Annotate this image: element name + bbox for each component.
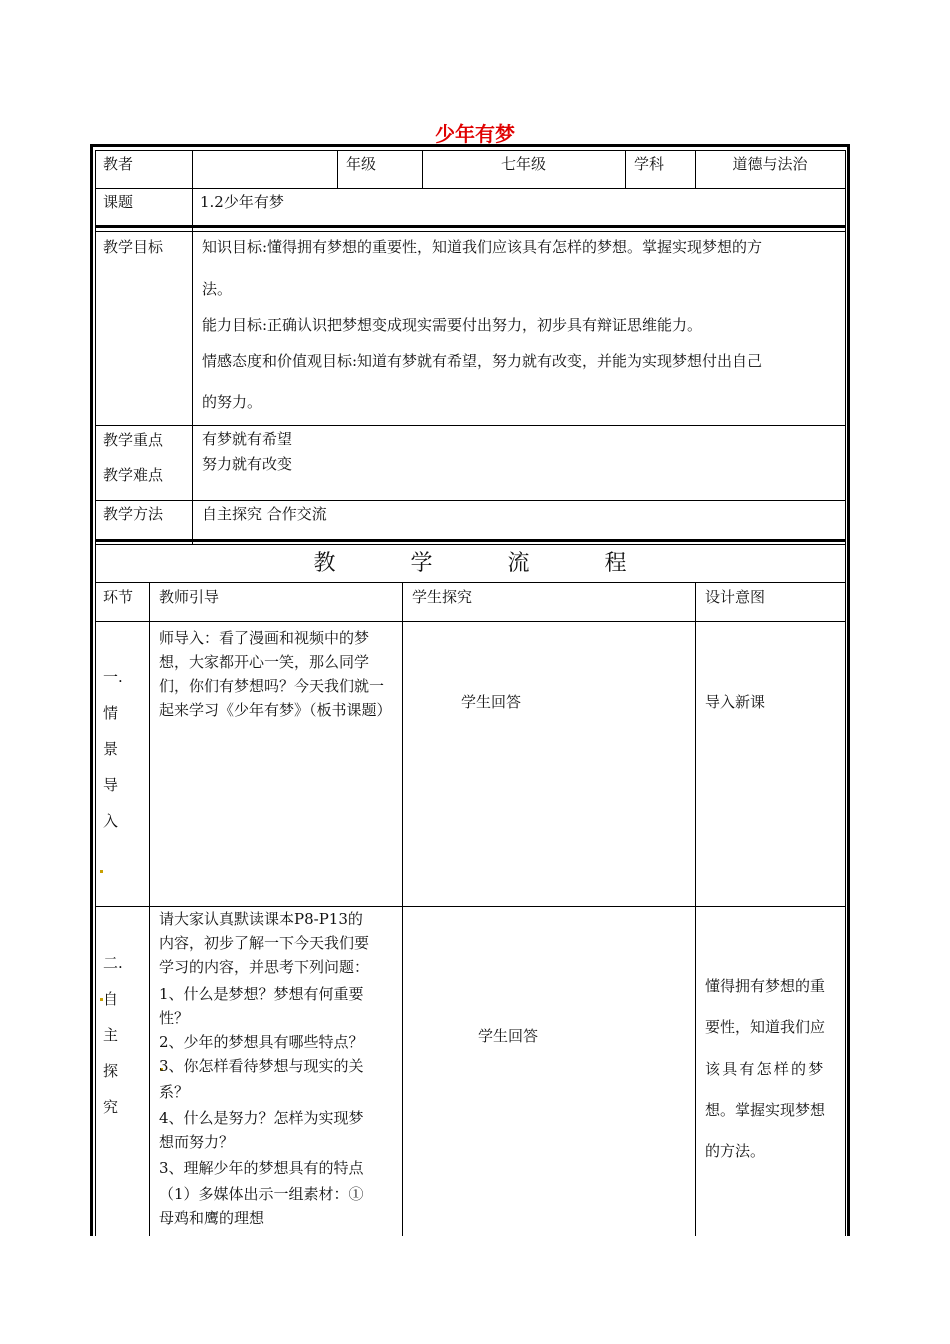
stage-2-char: 主 — [103, 1026, 119, 1044]
method-label: 教学方法 — [103, 505, 164, 523]
row-2-intent-line: 懂得拥有梦想的重 — [705, 977, 826, 995]
flow-title-char: 教 — [313, 551, 336, 576]
row-2-intent-line: 想。掌握实现梦想 — [705, 1101, 826, 1119]
row-line — [95, 906, 845, 907]
row-2-teacher-line: 请大家认真默读课本P8-P13的 — [159, 910, 363, 928]
row-2-teacher-line: 想而努力？ — [159, 1133, 235, 1151]
flow-title — [95, 546, 845, 577]
row-1-intent: 导入新课 — [705, 693, 766, 711]
stage-2-char: 二. — [103, 954, 123, 972]
row-line — [95, 500, 845, 501]
row-2-teacher-line: 系？ — [159, 1083, 190, 1101]
key-point-label: 教学重点 — [103, 431, 164, 449]
header-student: 学生探究 — [412, 588, 473, 606]
document-title: 少年有梦 — [435, 122, 515, 146]
row-2-intent-line: 该具有怎样的梦 — [705, 1060, 826, 1078]
stage-2-char: 自 — [103, 990, 119, 1008]
col-line — [402, 582, 403, 1236]
row-1-teacher: 师导入：看了漫画和视频中的梦想，大家都开心一笑，那么同学们，你们有梦想吗？今天我们就一起来学习《少年有梦》（板书课题） — [159, 629, 392, 719]
teacher-label: 教者 — [103, 155, 134, 173]
row-2-intent-line: 的方法。 — [705, 1142, 766, 1160]
subject-label: 学科 — [634, 155, 665, 173]
grade-label: 年级 — [346, 155, 377, 173]
goal-attitude-line2: 的努力。 — [202, 393, 263, 411]
row-2-teacher-line: 2、少年的梦想具有哪些特点？ — [159, 1033, 364, 1051]
goal-knowledge-line2: 法。 — [202, 280, 233, 298]
goal-attitude-line1: 情感态度和价值观目标:知道有梦就有希望，努力就有改变，并能为实现梦想付出自己 — [202, 352, 763, 370]
col-line — [192, 150, 193, 544]
key-point-value: 有梦就有希望 — [202, 430, 293, 448]
row-line — [95, 544, 845, 545]
header-teacher: 教师引导 — [159, 588, 220, 606]
topic-value: 1.2少年有梦 — [200, 193, 284, 211]
flow-title-char: 学 — [410, 551, 433, 576]
row-2-teacher-line: 1、什么是梦想？梦想有何重要 — [159, 985, 364, 1003]
row-2-teacher-line: （1）多媒体出示一组素材：① — [159, 1185, 364, 1203]
col-line — [95, 150, 96, 1236]
stage-2-char: 探 — [103, 1062, 119, 1080]
row-2-teacher-line: 内容，初步了解一下今天我们要 — [159, 934, 370, 952]
marker-dot — [100, 870, 103, 873]
method-value: 自主探究 合作交流 — [202, 505, 327, 523]
row-line — [95, 582, 845, 583]
col-line — [337, 150, 338, 188]
marker-dot — [100, 998, 103, 1001]
col-line — [625, 150, 626, 188]
row-line — [95, 425, 845, 426]
row-2-student: 学生回答 — [478, 1027, 539, 1045]
stage-1-char: 景 — [103, 740, 119, 758]
row-2-teacher-line: 学习的内容，并思考下列问题： — [159, 958, 370, 976]
stage-1-char: 情 — [103, 704, 119, 722]
row-line — [95, 150, 845, 151]
subject-value: 道德与法治 — [732, 155, 808, 173]
col-line — [695, 582, 696, 1236]
goal-ability: 能力目标:正确认识把梦想变成现实需要付出努力，初步具有辩证思维能力。 — [202, 316, 703, 334]
flow-title-char: 程 — [604, 551, 627, 576]
stage-1-char: 入 — [103, 812, 119, 830]
row-2-intent-line: 要性，知道我们应 — [705, 1018, 826, 1036]
row-2-teacher-line: 3、你怎样看待梦想与现实的关 — [159, 1057, 364, 1075]
row-2-teacher-line: 母鸡和鹰的理想 — [159, 1209, 265, 1227]
grade-value: 七年级 — [500, 155, 546, 173]
stage-1-char: 导 — [103, 776, 119, 794]
row-2-teacher-line: 4、什么是努力？怎样为实现梦 — [159, 1109, 364, 1127]
stage-1-char: 一. — [103, 668, 123, 686]
difficult-point-value: 努力就有改变 — [202, 455, 293, 473]
row-line-double — [95, 225, 845, 228]
difficult-point-label: 教学难点 — [103, 466, 164, 484]
goal-knowledge-line1: 知识目标:懂得拥有梦想的重要性，知道我们应该具有怎样的梦想。掌握实现梦想的方 — [202, 238, 763, 256]
row-2-teacher-line: 3、理解少年的梦想具有的特点 — [159, 1159, 364, 1177]
goals-label: 教学目标 — [103, 238, 164, 256]
stage-2-char: 究 — [103, 1098, 119, 1116]
row-line — [95, 188, 845, 189]
row-2-teacher-line: 性？ — [159, 1009, 190, 1027]
col-line — [149, 582, 150, 1236]
topic-label: 课题 — [103, 193, 134, 211]
row-1-student: 学生回答 — [461, 693, 522, 711]
row-line — [95, 621, 845, 622]
header-stage: 环节 — [103, 588, 134, 606]
row-line — [95, 231, 845, 232]
header-intent: 设计意图 — [705, 588, 766, 606]
row-line-double — [95, 539, 845, 542]
col-line — [845, 150, 846, 1236]
flow-title-char: 流 — [507, 551, 530, 576]
